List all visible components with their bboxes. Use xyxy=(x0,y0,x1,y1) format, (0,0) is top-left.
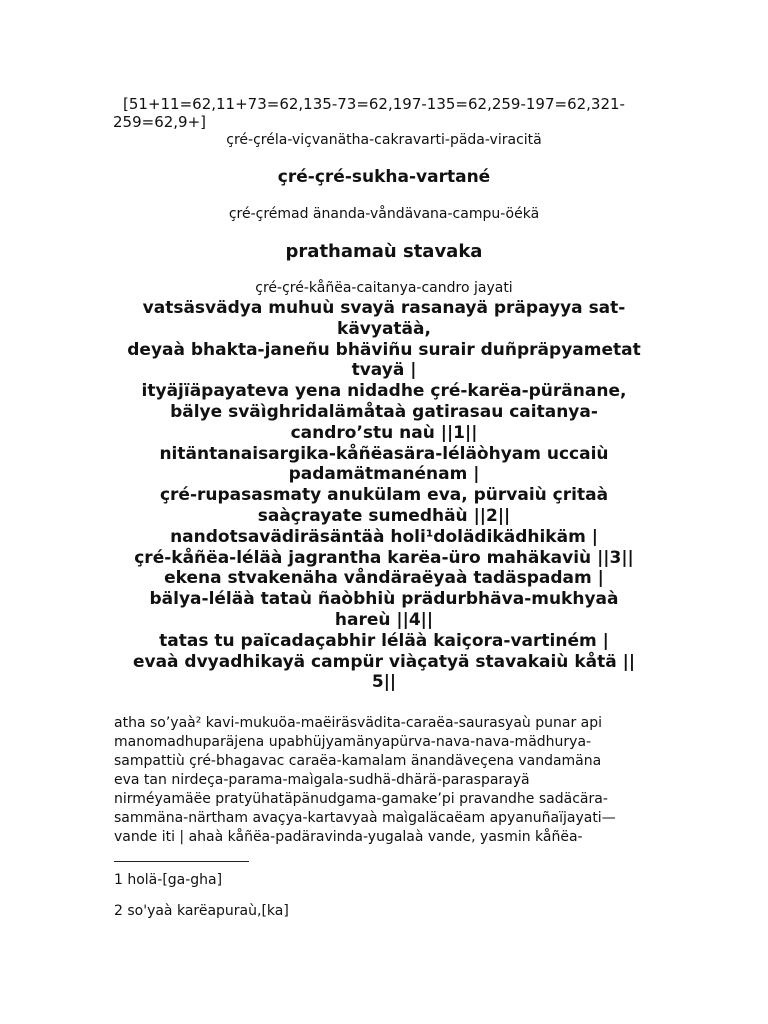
author-credit: çré-çréla-viçvanätha-cakravarti-päda-viracitä xyxy=(226,132,542,148)
footnote-separator xyxy=(114,861,249,862)
commentary-line: nirméyamäëe pratyühatäpänudgama-gamake’pi pravandhe sadäcära- xyxy=(114,791,608,807)
verse-line: evaà dvyadhikayä campür viàçatyä stavakaiù kåtä || xyxy=(132,651,636,672)
commentary-line: sammäna-närtham avaçya-kartavyaà maìgaläcaëam apyanuñaïjayati— xyxy=(114,810,616,826)
verse-line: padamätmanénam | xyxy=(288,464,480,485)
verse-line: bälya-léläà tataù ñaòbhiù prädurbhäva-mukhyaà xyxy=(149,589,619,610)
chapter-heading: prathamaù stavaka xyxy=(285,241,483,262)
document-title: çré-çré-sukha-vartané xyxy=(277,167,491,187)
commentary-line: eva tan nirdeça-parama-maìgala-sudhä-dhärä-parasparayä xyxy=(114,772,530,788)
verse-line: candro’stu naù ||1|| xyxy=(290,422,478,443)
verse-line: ekena stvakenäha våndäraëyaà tadäspadam | xyxy=(164,568,604,589)
verse-block xyxy=(110,298,658,693)
verse-line: ityäjïäpayateva yena nidadhe çré-karëa-püränane, xyxy=(141,381,627,402)
verse-line: nitäntanaisargika-kåñëasära-léläòhyam uccaiù xyxy=(159,443,609,464)
verse-line: tvayä | xyxy=(351,360,417,381)
verse-line: nandotsavädiräsäntäà holi¹dolädikädhikäm | xyxy=(170,526,598,547)
verse-count-header-cont xyxy=(113,113,653,132)
commentary-line: vande iti | ahaà kåñëa-padäravinda-yugalaà vande, yasmin kåñëa- xyxy=(114,829,583,845)
verse-line: çré-rupasasmaty anukülam eva, pürvaiù çritaà xyxy=(159,485,609,506)
verse-line: hareù ||4|| xyxy=(334,609,434,630)
verse-line: saàçrayate sumedhäù ||2|| xyxy=(257,505,511,526)
verse-line: çré-kåñëa-léläà jagrantha karëa-üro mahäkaviù ||3|| xyxy=(134,547,634,568)
commentary-line: manomadhuparäjena upabhüjyamänyapürva-nava-nava-mädhurya- xyxy=(114,734,592,750)
verse-line: vatsäsvädya muhuù svayä rasanayä präpayya sat- xyxy=(142,298,626,318)
verse-line: kävyatäà, xyxy=(337,318,431,339)
verse-line: tatas tu païcadaçabhir léläà kaiçora-vartiném | xyxy=(159,630,609,651)
footnote-2: 2 so'yaà karëapuraù,[ka] xyxy=(114,903,289,919)
commentary-paragraph xyxy=(114,714,659,847)
footnote-1: 1 holä-[ga-gha] xyxy=(114,872,223,888)
verse-count-line-1: [51+11=62,11+73=62,135-73=62,197-135=62,259-197=62,321- xyxy=(123,95,625,113)
verse-line: deyaà bhakta-janeñu bhäviñu surair duñpräpyametat xyxy=(127,339,641,360)
commentary-line: sampattiù çré-bhagavac caraëa-kamalam änandäveçena vandamäna xyxy=(114,753,602,769)
verse-count-header xyxy=(113,95,653,114)
commentary-line: atha so’yaà² kavi-mukuöa-maëiräsvädita-caraëa-saurasyaù punar api xyxy=(114,715,603,731)
verse-line: bälye sväìghridalämåtaà gatirasau caitanya- xyxy=(170,401,598,422)
verse-count-line-2: 259=62,9+] xyxy=(113,113,207,131)
document-subtitle: çré-çrémad änanda-våndävana-campu-öékä xyxy=(228,206,540,222)
invocation-line: çré-çré-kåñëa-caitanya-candro jayati xyxy=(255,280,513,296)
verse-line: 5|| xyxy=(371,672,397,693)
